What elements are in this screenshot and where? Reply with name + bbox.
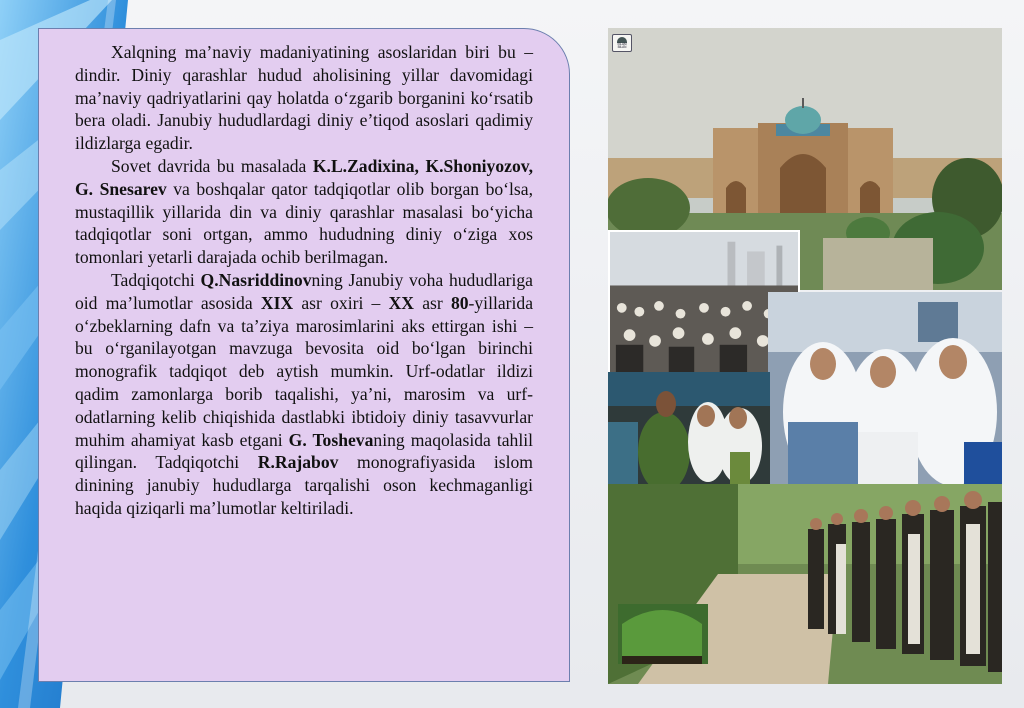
author-rajabov: R.Rajabov <box>257 452 339 473</box>
paragraph-3: Tadqiqotchi Q.Nasriddinovning Janubiy voha hududlariga oid ma’lumotlar asosida XIX asr oxiri – XX asr 80-yillarida o‘zbeklarning dafn va ta’ziya marosimlarini aks ettirgan ishi – bu o‘rganilayotgan mavzuga bevosita oid bo‘lgan birinchi monografik tadqiqot deb aytish mumkin. Urf-odatlar ildizi qadim zamonlarga borib taqalishi, ya’ni, marosim va urf-odatlarning kelib chiqishida dastlabki ibtidoiy diniy tasavvurlar muhim ahamiyat kasb etgani G. Toshevaning maqolasida tahlil qilingan. Tadqiqotchi R.Rajabov monografiyasida islom dinining janubiy hududlarga tarqalishi oson kechmaganligi haqida qiziqarli ma’lumotlar keltiriladi. <box>75 269 534 518</box>
author-tosheva: G. Tosheva <box>288 429 374 450</box>
photo-funeral-prayer <box>608 484 1002 684</box>
paragraph-1: Xalqning ma’naviy madaniyatining asoslaridan biri bu – dindir. Diniy qarashlar hudud aholisining yillar davomidagi ma’naviy qadriyatlarini qay holatda o‘zgarib borganini ko‘rsatib bera oladi. Janubiy hududlardagi diniy e’tiqod asoslari qadimiy ildizlarga egadir. <box>75 42 533 154</box>
paragraph-2: Sovet davrida bu masalada K.L.Zadixina, K.Shoniyozov, G. Snesarev va boshqalar qator tadqiqotlar olib borgan bo‘lsa, mustaqillik yillarida din va diniy qarashlar masalasi bo‘yicha tadqiqotlar soni ortgan, ammo hududning diniy o‘ziga xos tomonlari yetarli darajada ochib berilmagan. <box>75 155 533 268</box>
logo-text-1: ISLAM <box>617 41 627 46</box>
author-nasriddinov: Q.Nasriddinov <box>200 269 312 290</box>
logo-badge <box>612 34 632 52</box>
text-panel <box>38 28 570 682</box>
authors-soviet: K.L.Zadixina, K.Shoniyozov, G. Snesarev <box>75 155 533 199</box>
logo-text-2: BILAN <box>617 45 627 49</box>
photo-women-gathering <box>608 372 770 484</box>
photo-pilgrim-women <box>768 292 1002 484</box>
